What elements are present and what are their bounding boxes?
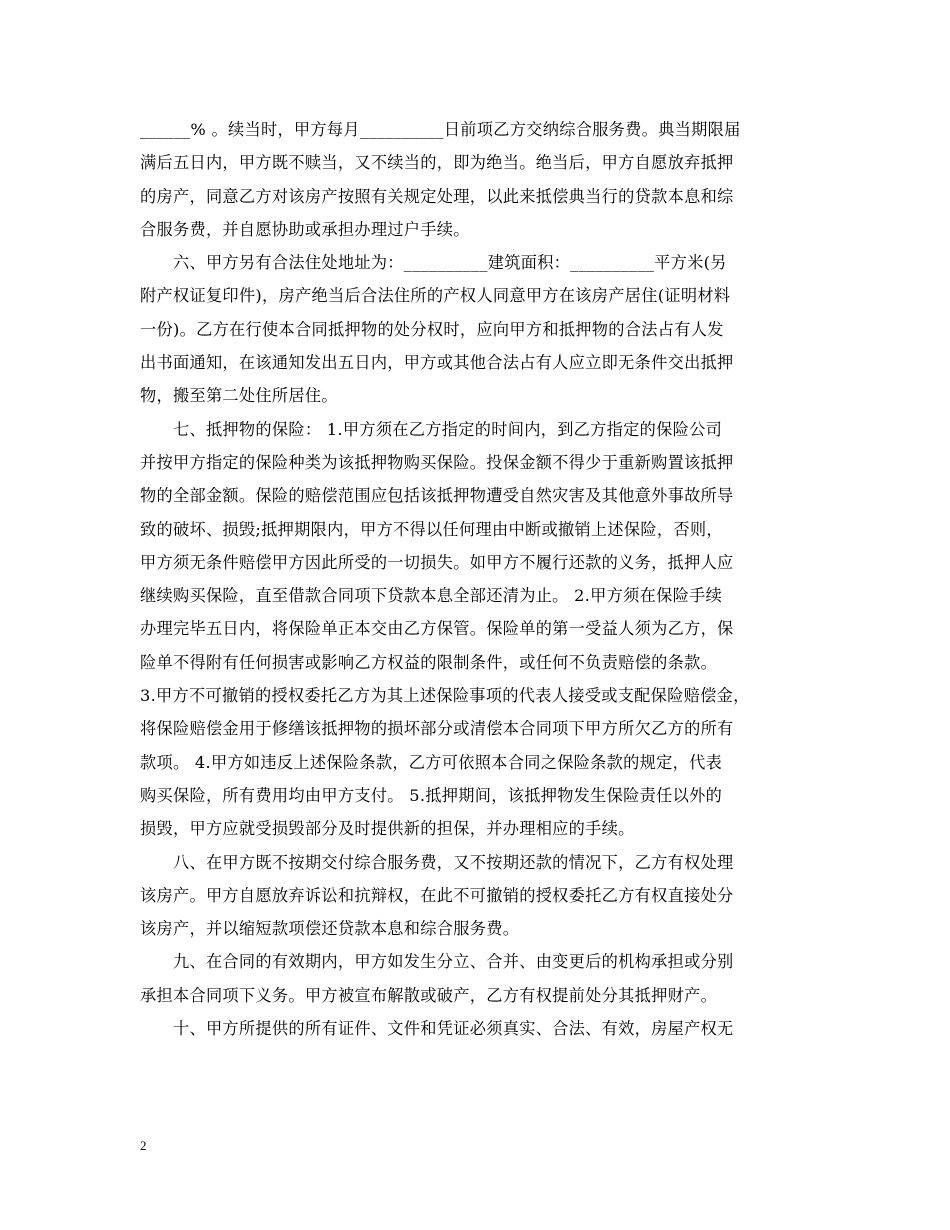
paragraph-9 xyxy=(140,945,812,1012)
paragraph-10 xyxy=(140,1012,812,1045)
text-line: 险单不得附有任何损害或影响乙方权益的限制条件，或任何不负责赔偿的条款。 xyxy=(140,652,718,672)
page-number: 2 xyxy=(140,1138,147,1153)
text-line: 继续购买保险，直至借款合同项下贷款本息全部还清为止。 2.甲方须在保险手续 xyxy=(140,586,723,606)
text-line: 甲方须无条件赔偿甲方因此所受的一切损失。如甲方不履行还款的义务，抵押人应 xyxy=(140,552,734,572)
text-line: 合服务费，并自愿协助或承担办理过户手续。 xyxy=(140,219,470,239)
text-line: 办理完毕五日内，将保险单正本交由乙方保管。保险单的第一受益人须为乙方，保 xyxy=(140,619,734,639)
text-line: 将保险赔偿金用于修缮该抵押物的损坏部分或清偿本合同项下甲方所欠乙方的所有 xyxy=(140,719,734,739)
paragraph-8 xyxy=(140,846,812,946)
text-line: 满后五日内，甲方既不赎当，又不续当的，即为绝当。绝当后，甲方自愿放弃抵押 xyxy=(140,153,734,173)
text-line: 并按甲方指定的保险种类为该抵押物购买保险。投保金额不得少于重新购置该抵押 xyxy=(140,452,734,472)
text-line: 物的全部金额。保险的赔偿范围应包括该抵押物遭受自然灾害及其他意外事故所导 xyxy=(140,486,734,506)
text-line: 购买保险，所有费用均由甲方支付。 5.抵押期间，该抵押物发生保险责任以外的 xyxy=(140,785,723,805)
text-line: 一份)。乙方在行使本合同抵押物的处分权时，应向甲方和抵押物的合法占有人发 xyxy=(140,319,724,339)
text-line: 该房产。甲方自愿放弃诉讼和抗辩权，在此不可撤销的授权委托乙方有权直接处分 xyxy=(140,885,734,905)
text-line: 物，搬至第二处住所居住。 xyxy=(140,386,338,406)
text-line: 3.甲方不可撤销的授权委托乙方为其上述保险事项的代表人接受或支配保险赔偿金， xyxy=(140,686,750,706)
text-line: 附产权证复印件)，房产绝当后合法住所的产权人同意甲方在该房产居住(证明材料 xyxy=(140,286,731,306)
text-line: 六、甲方另有合法住处地址为：__________建筑面积：__________平方米(另 xyxy=(140,253,727,273)
text-line: 损毁，甲方应就受损毁部分及时提供新的担保，并办理相应的手续。 xyxy=(140,819,635,839)
paragraph-continuation xyxy=(140,113,812,246)
text-line: 款项。 4.甲方如违反上述保险条款，乙方可依照本合同之保险条款的规定，代表 xyxy=(140,752,723,772)
text-line: 八、在甲方既不按期交付综合服务费，又不按期还款的情况下，乙方有权处理 xyxy=(140,852,734,872)
text-line: 十、甲方所提供的所有证件、文件和凭证必须真实、合法、有效，房屋产权无 xyxy=(140,1019,734,1039)
text-line: 九、在合同的有效期内，甲方如发生分立、合并、由变更后的机构承担或分别 xyxy=(140,952,734,972)
text-line: 出书面通知，在该通知发出五日内，甲方或其他合法占有人应立即无条件交出抵押 xyxy=(140,353,734,373)
text-line: 承担本合同项下义务。甲方被宣布解散或破产，乙方有权提前处分其抵押财产。 xyxy=(140,985,718,1005)
text-line: ______% 。续当时，甲方每月__________日前项乙方交纳综合服务费。典当期限届 xyxy=(140,120,741,139)
document-body xyxy=(140,113,812,1045)
paragraph-6 xyxy=(140,246,812,412)
text-line: 该房产，并以缩短款项偿还贷款本息和综合服务费。 xyxy=(140,919,520,939)
text-line: 致的破坏、损毁;抵押期限内，甲方不得以任何理由中断或撤销上述保险，否则， xyxy=(140,519,723,539)
text-line: 的房产，同意乙方对该房产按照有关规定处理，以此来抵偿典当行的贷款本息和综 xyxy=(140,186,734,206)
text-line: 七、抵押物的保险： 1.甲方须在乙方指定的时间内，到乙方指定的保险公司 xyxy=(140,419,723,439)
paragraph-7 xyxy=(140,413,812,846)
